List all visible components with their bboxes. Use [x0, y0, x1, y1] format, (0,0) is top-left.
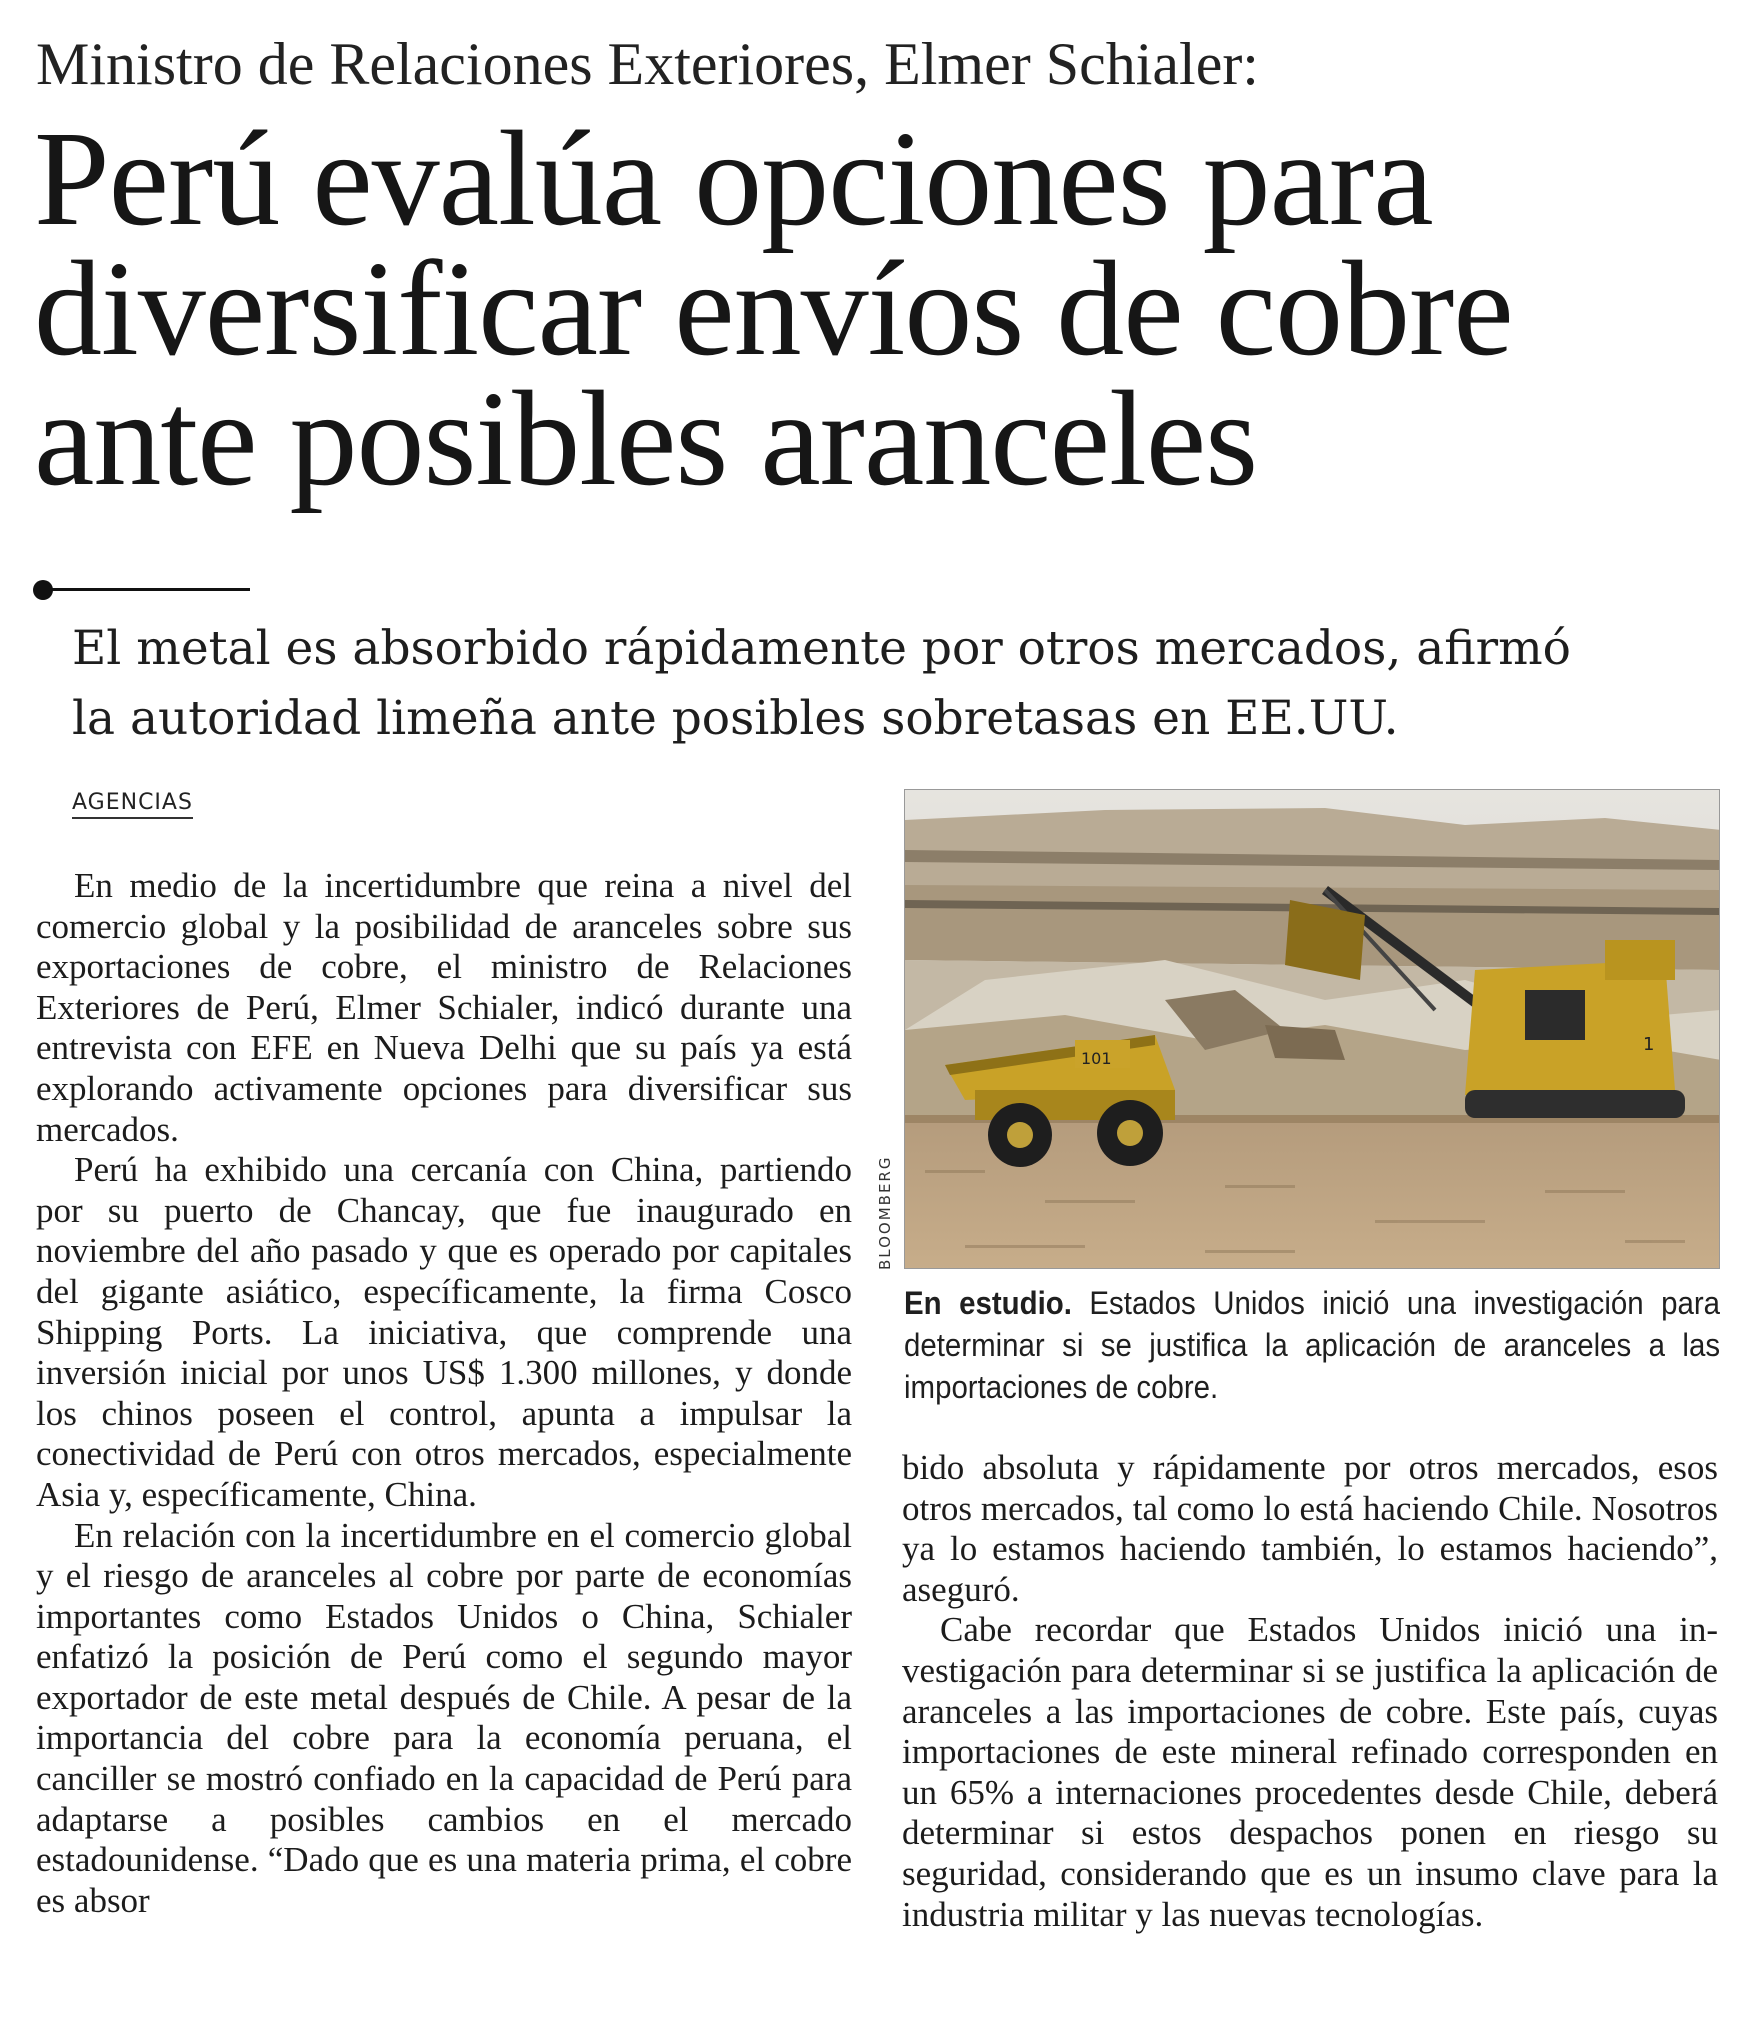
- photo-credit: BLOOMBERG: [876, 1155, 894, 1270]
- body-column-left: [36, 866, 852, 1921]
- article-kicker: Ministro de Relaciones Exteriores, Elmer Schialer:: [36, 31, 1259, 97]
- headline-line-1: Perú evalúa opciones para: [34, 104, 1433, 254]
- body-paragraph-3: En relación con la incertidumbre en el comercio global y el riesgo de aranceles al cobre por parte de economías importantes como Estados Unidos o China, Schialer enfatizó la posición de Perú como el segundo mayor exportador de este metal después de Chile. A pesar de la importancia del cobre para la economía peruana, el canciller se mostró confiado en la capacidad de Perú para adaptarse a posibles cambios en el mercado estadounidense. “Dado que es una materia prima, el cobre es absor: [36, 1515, 852, 1920]
- body-paragraph-1: En medio de la incertidumbre que reina a nivel del comercio global y la posibilidad de aranceles sobre sus exportaciones de cobre, el ministro de Relaciones Exteriores de Perú, Elmer Schialer, indicó durante una entrevista con EFE en Nueva Delhi que su país ya está explorando activamente opciones para diversificar sus mercados.: [36, 866, 852, 1149]
- body-paragraph-4: bido absoluta y rápidamente por otros mercados, esos otros mercados, tal como lo está haciendo Chile. Nosotros ya lo estamos haciendo también, lo estamos haciendo”, aseguró.: [902, 1448, 1718, 1609]
- body-paragraph-5: Cabe recordar que Estados Unidos inició una investigación para determinar si se justifica la aplicación de aranceles a las importaciones de cobre. Este país, cuyas importaciones de este mineral refinado corresponden en un 65% a internaciones procedentes desde Chile, deberá determinar si estos despachos ponen en riesgo su seguridad, considerando que es un insumo clave para la industria militar y las nuevas tecnologías.: [902, 1610, 1718, 1934]
- headline-line-2: diversificar envíos de cobre: [34, 234, 1513, 384]
- article-headline: [34, 104, 1734, 514]
- shovel-number: 1: [1643, 1034, 1655, 1055]
- dek-line-2: la autoridad limeña ante posibles sobretasas en EE.UU.: [72, 691, 1399, 746]
- byline: AGENCIAS: [72, 790, 193, 819]
- rule-divider: [50, 588, 250, 591]
- caption-lead: En estudio.: [904, 1285, 1072, 1321]
- caption-text: Estados Unidos inició una investigación para determinar si se justifica la aplicación de aranceles a las importaciones de cobre.: [904, 1285, 1721, 1405]
- open-pit-mine-illustration: [905, 790, 1720, 1269]
- truck-number: 101: [1081, 1049, 1112, 1068]
- mine-photo: [904, 789, 1720, 1269]
- headline-line-3: ante posibles aranceles: [34, 364, 1258, 514]
- photo-caption: [904, 1282, 1720, 1408]
- article-dek: [72, 614, 1712, 754]
- body-paragraph-2: Perú ha exhibido una cercanía con China, partiendo por su puerto de Chancay, que fue inaugurado en noviembre del año pasado y que es operado por capitales del gigante asiático, específicamente, la firma Cosco Shipping Ports. La iniciativa, que comprende una inversión inicial por unos US$ 1.300 millones, y donde los chinos poseen el control, apunta a impulsar la conectividad de Perú con otros mercados, especialmente Asia y, específicamente, China.: [36, 1150, 852, 1514]
- body-column-right: [902, 1448, 1718, 1935]
- dek-line-1: El metal es absorbido rápidamente por otros mercados, afirmó: [72, 621, 1571, 676]
